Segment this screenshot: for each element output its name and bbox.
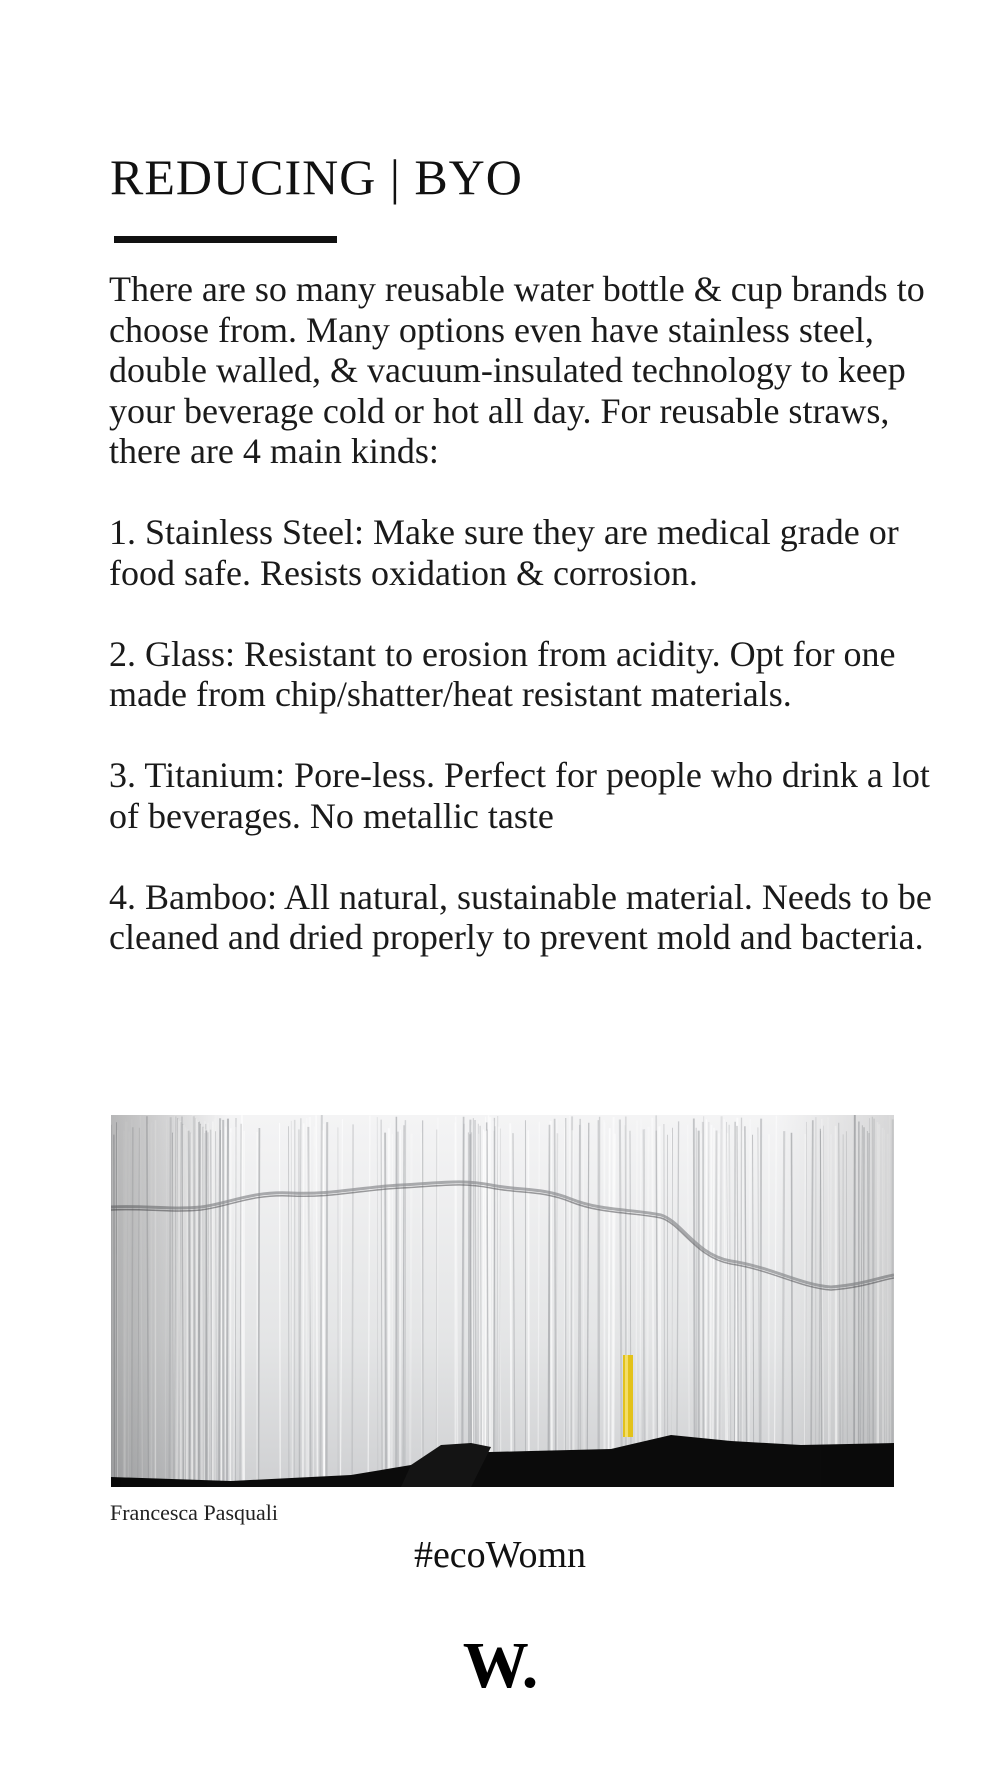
hashtag-link[interactable]: #ecoWomn [413,1534,587,1576]
straw-installation-photo [111,1115,894,1487]
page-title: REDUCING | BYO [110,149,523,205]
article-body [109,269,949,958]
intro-paragraph: There are so many reusable water bottle & cup brands to choose from. Many options even have stainless steel, double walled, & vacuum-insulated technology to keep your beverage cold or hot all day. For reusable straws, there are 4 main kinds: [109,269,925,471]
list-item-bamboo: 4. Bamboo: All natural, sustainable material. Needs to be cleaned and dried properly to prevent mold and bacteria. [109,876,932,957]
list-item-glass: 2. Glass: Resistant to erosion from acidity. Opt for one made from chip/shatter/heat resistant materials. [109,633,896,714]
list-item-titanium: 3. Titanium: Pore-less. Perfect for people who drink a lot of beverages. No metallic taste [109,755,930,836]
brand-logo: W. [462,1629,538,1702]
title-underline [114,236,337,243]
photo-credit: Francesca Pasquali [110,1500,278,1525]
list-item-stainless-steel: 1. Stainless Steel: Make sure they are medical grade or food safe. Resists oxidation & corrosion. [109,512,899,593]
